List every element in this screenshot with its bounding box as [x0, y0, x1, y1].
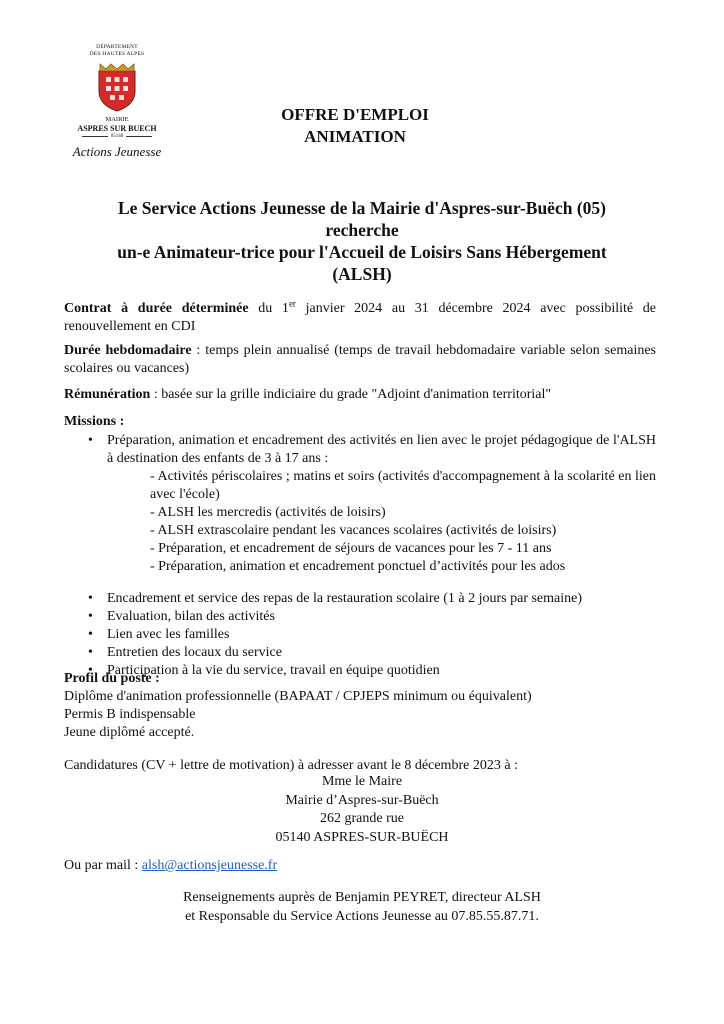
- address-line: 05140 ASPRES-SUR-BUËCH: [275, 829, 449, 845]
- offer-title: [255, 104, 455, 148]
- contract-label: Contrat à durée déterminée: [64, 301, 249, 316]
- mission-item: • Préparation, animation et encadrement des activités en lien avec le projet pédagogique de l'ALSH à destination des enfants de 3 à 17 ans :: [64, 432, 656, 468]
- weekly-paragraph: [64, 342, 656, 378]
- email-link[interactable]: alsh@actionsjeunesse.fr: [141, 858, 278, 873]
- headline-line3: un-e Animateur-trice pour l'Accueil de Loisirs Sans Hébergement: [117, 242, 607, 262]
- pay-label: Rémunération: [64, 387, 151, 402]
- profile-line: Jeune diplômé accepté.: [64, 725, 195, 740]
- mission-item: • Lien avec les familles: [64, 626, 656, 644]
- profile-line: Permis B indispensable: [64, 707, 196, 722]
- address-line: Mme le Maire: [321, 774, 403, 789]
- department-line2: DES HAUTES ALPES: [89, 50, 145, 57]
- postcode-line: [62, 134, 172, 139]
- contact-info: [62, 889, 662, 926]
- profile-line: Diplôme d'animation professionnelle (BAPAAT / CPJEPS minimum ou équivalent): [64, 689, 532, 704]
- contract-sup: er: [288, 298, 296, 309]
- pay-paragraph: [64, 386, 656, 404]
- mission-sub-item: - Préparation, animation et encadrement ponctuel d’activités pour les ados: [150, 559, 566, 574]
- mail-prefix: Ou par mail :: [64, 858, 142, 873]
- headline-line4: (ALSH): [332, 264, 392, 284]
- service-name: Actions Jeunesse: [72, 144, 162, 159]
- contract-paragraph: [64, 300, 656, 336]
- missions-label: Missions :: [64, 414, 125, 429]
- offer-title-line1: OFFRE D'EMPLOI: [281, 105, 429, 124]
- mission-sub-item: - Activités périscolaires ; matins et soirs (activités d'accompagnement à la scolarité en lien avec l'école): [150, 469, 656, 502]
- pay-text: : basée sur la grille indiciaire du grade "Adjoint d'animation territorial": [150, 387, 552, 402]
- contract-text-a: du 1: [248, 301, 289, 316]
- contact-line1: Renseignements auprès de Benjamin PEYRET, directeur ALSH: [183, 890, 541, 905]
- address-line: Mairie d’Aspres-sur-Buëch: [285, 792, 439, 808]
- job-headline: [62, 197, 662, 285]
- postcode: 05140: [110, 134, 124, 139]
- contract-text-b: janvier 2024 au 31 décembre 2024 avec possibilité de renouvellement en CDI: [64, 301, 656, 334]
- application-intro: Candidatures (CV + lettre de motivation) à adresser avant le 8 décembre 2023 à :: [64, 758, 518, 773]
- headline-line2: recherche: [325, 220, 399, 240]
- address-line: 262 grande rue: [320, 811, 404, 826]
- profile-label: Profil du poste :: [64, 671, 160, 686]
- profile-section: [64, 670, 532, 742]
- mission-item: • Encadrement et service des repas de la restauration scolaire (1 à 2 jours par semaine): [64, 590, 656, 608]
- mission-sub-item: - ALSH les mercredis (activités de loisirs): [150, 505, 386, 520]
- postal-address: [62, 773, 662, 847]
- weekly-label: Durée hebdomadaire: [64, 343, 192, 358]
- mairie-name: ASPRES SUR BUECH: [77, 124, 157, 133]
- offer-title-line2: ANIMATION: [304, 127, 406, 146]
- headline-line1: Le Service Actions Jeunesse de la Mairie d'Aspres-sur-Buëch (05): [117, 198, 606, 218]
- department-line1: DÉPARTEMENT: [96, 44, 138, 50]
- mission-sub-item: - ALSH extrascolaire pendant les vacances scolaires (activités de loisirs): [150, 523, 557, 538]
- mission-item: • Participation à la vie du service, travail en équipe quotidien: [64, 662, 656, 680]
- mail-line: [64, 857, 277, 875]
- mairie-label: MAIRIE: [105, 116, 129, 123]
- missions-section: [64, 413, 656, 680]
- coat-of-arms-icon: [95, 61, 139, 113]
- mission-item: • Evaluation, bilan des activités: [64, 608, 656, 626]
- mission-sub-item: - Préparation, et encadrement de séjours de vacances pour les 7 - 11 ans: [150, 541, 552, 556]
- mission-item: • Entretien des locaux du service: [64, 644, 656, 662]
- contact-line2: et Responsable du Service Actions Jeunesse au 07.85.55.87.71.: [185, 908, 539, 924]
- weekly-text: : temps plein annualisé (temps de travail hebdomadaire variable selon semaines scolaires ou vacances): [64, 343, 656, 376]
- municipal-logo: [62, 44, 172, 160]
